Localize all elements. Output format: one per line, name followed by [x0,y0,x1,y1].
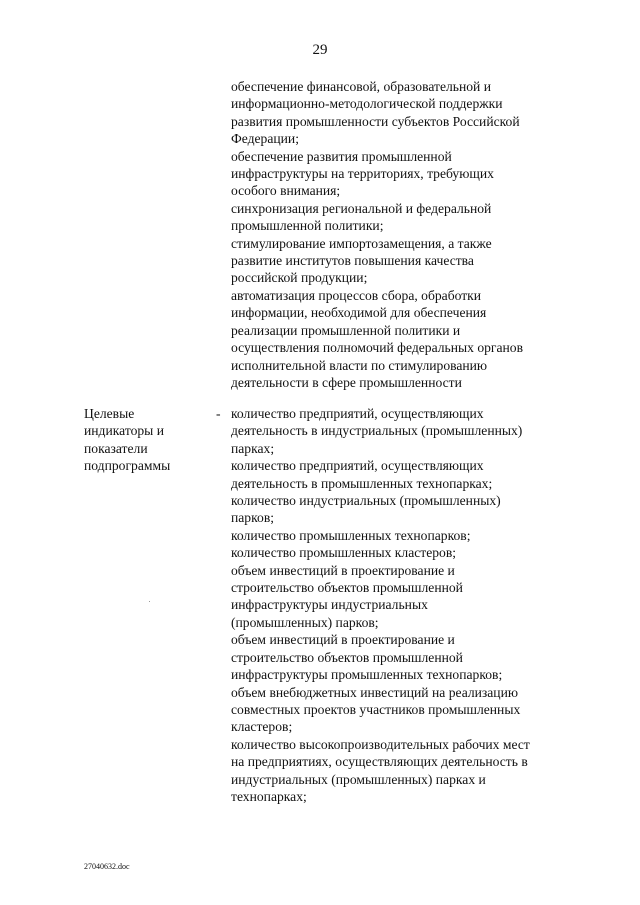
indicator-line: деятельность в промышленных технопарках; [231,475,493,491]
label-line: подпрограммы [84,458,171,474]
indicator-line: строительство объектов промышленной [231,580,463,596]
indicator-line: технопарках; [231,788,307,804]
indicator-line: количество предприятий, осуществляющих [231,458,484,474]
text-line: исполнительной власти по стимулированию [231,357,488,373]
text-line: информации, необходимой для обеспечения [231,305,487,321]
text-line: осуществления полномочий федеральных органов [231,340,524,356]
text-line: промышленной политики; [231,218,384,234]
indicator-line: количество предприятий, осуществляющих [231,406,484,421]
text-line: Федерации; [231,131,299,147]
text-line: особого внимания; [231,183,341,199]
indicator-line: количество высокопроизводительных рабочих мест [231,736,530,752]
indicator-line: парках; [231,440,275,456]
row-dash: - [216,406,221,421]
text-line: развития промышленности субъектов Российской [231,113,520,129]
indicator-line: количество промышленных технопарков; [231,527,471,543]
indicator-line: объем инвестиций в проектирование и [231,562,455,578]
text-line: обеспечение развития промышленной [231,148,452,164]
indicator-line: объем внебюджетных инвестиций на реализацию [231,684,519,700]
page-number: 29 [312,42,328,58]
text-line: инфраструктуры на территориях, требующих [231,166,494,182]
indicators-row-label [84,405,204,475]
indicator-line: кластеров; [231,719,293,735]
text-line: информационно-методологической поддержки [231,96,503,112]
indicator-line: парков; [231,510,275,526]
scan-speck [149,601,150,602]
indicator-line: инфраструктуры промышленных технопарков; [231,667,503,683]
text-line: российской продукции; [231,270,368,286]
text-line: автоматизация процессов сбора, обработки [231,287,482,303]
text-line: деятельности в сфере промышленности [231,374,462,390]
indicator-line: количество промышленных кластеров; [231,545,457,561]
indicator-line: количество индустриальных (промышленных) [231,493,501,509]
text-line: синхронизация региональной и федеральной [231,200,492,216]
indicator-line: (промышленных) парков; [231,614,379,630]
indicator-line: деятельность в индустриальных (промышленных) [231,423,523,439]
label-line: Целевые [84,406,135,421]
indicator-line: совместных проектов участников промышленных [231,701,521,717]
text-line: обеспечение финансовой, образовательной и [231,79,491,94]
text-line: реализации промышленной политики и [231,322,461,338]
text-line: стимулирование импортозамещения, а также [231,235,492,251]
indicator-line: строительство объектов промышленной [231,649,463,665]
indicator-line: индустриальных (промышленных) парках и [231,771,486,787]
label-line: показатели [84,440,148,456]
indicators-list [231,405,581,805]
text-line: развитие институтов повышения качества [231,253,474,269]
goals-continuation-block [231,78,581,391]
indicator-line: объем инвестиций в проектирование и [231,632,455,648]
indicator-line: инфраструктуры индустриальных [231,597,428,613]
footer-filename: 27040632.doc [84,862,130,871]
indicator-line: на предприятиях, осуществляющих деятельность в [231,754,528,770]
label-line: индикаторы и [84,423,164,439]
